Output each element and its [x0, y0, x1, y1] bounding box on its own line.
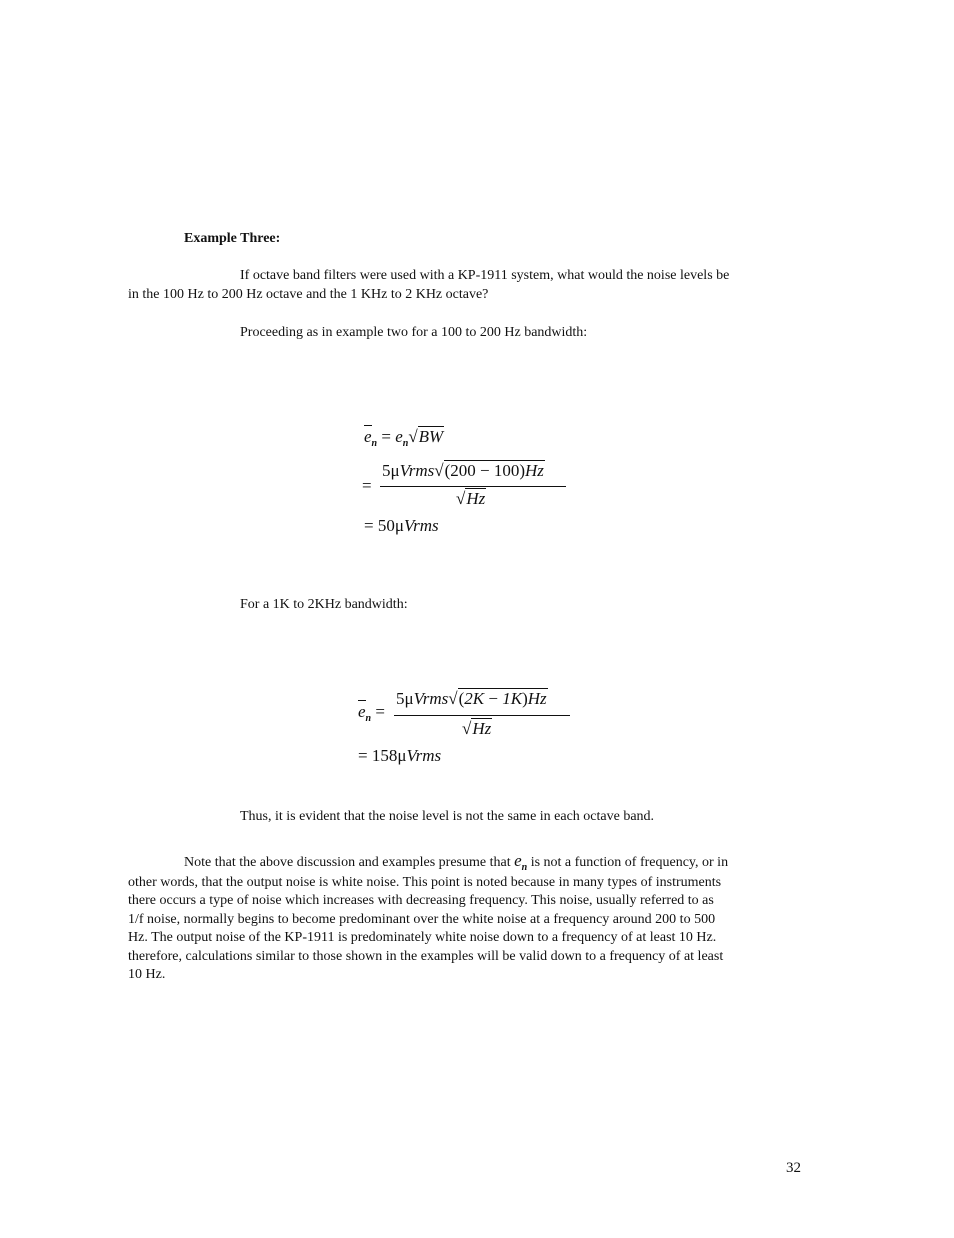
paragraph-bandwidth: For a 1K to 2KHz bandwidth: — [240, 597, 408, 612]
math-radicand — [444, 460, 545, 481]
math-subscript: n — [521, 862, 528, 873]
fraction-numerator — [396, 688, 548, 709]
text-line: in the 100 Hz to 200 Hz octave and the 1 KHz to 2 KHz octave? — [128, 286, 489, 302]
math-coefficient: 5μ — [396, 689, 414, 708]
math-term: − — [484, 689, 503, 708]
math-coefficient: = 50μ — [364, 516, 404, 535]
math-radicand: BW — [418, 427, 444, 446]
math-term: ) — [522, 689, 528, 708]
equation-result — [358, 746, 441, 766]
fraction-bar — [394, 715, 570, 716]
equation-lhs — [358, 702, 385, 722]
fraction-denominator — [456, 488, 486, 509]
radical-icon: √ — [462, 719, 472, 738]
math-unit: Vrms — [406, 746, 442, 765]
text-line: 1/f noise, normally begins to become predominant over the white noise at a frequency around 200 to 500 — [128, 911, 716, 927]
text-line: therefore, calculations similar to those shown in the examples will be valid down to a frequency of at least — [128, 948, 724, 964]
math-subscript: n — [365, 713, 372, 724]
math-radicand: Hz — [466, 489, 486, 508]
text-span: Note that the above discussion and examples presume that — [184, 855, 511, 870]
math-term: 2K — [464, 689, 485, 708]
math-radicand — [458, 688, 548, 709]
radical-icon: √ — [408, 427, 418, 446]
text-line — [128, 852, 818, 874]
paragraph-note — [128, 852, 818, 985]
page-number: 32 — [786, 1160, 801, 1176]
math-term: ( — [458, 689, 465, 708]
math-equals: = — [362, 476, 372, 495]
math-radicand: Hz — [472, 719, 492, 738]
math-term: 1K — [502, 689, 523, 708]
math-var: e — [514, 851, 522, 870]
radical-icon: √ — [456, 489, 466, 508]
text-line: other words, that the output noise is white noise. This point is noted because in many types of instruments — [128, 874, 722, 890]
radical-icon: √ — [448, 689, 458, 708]
text-line: 10 Hz. — [128, 967, 166, 982]
math-term: (200 − 100) — [444, 461, 526, 480]
math-unit: Hz — [527, 689, 547, 708]
radical-icon: √ — [434, 461, 444, 480]
text-line: Hz. The output noise of the KP-1911 is predominately white noise down to a frequency of at least 10 Hz. — [128, 930, 717, 945]
math-unit: Vrms — [399, 461, 435, 480]
fraction-bar — [380, 486, 566, 487]
equation-result — [364, 516, 439, 536]
math-subscript: n — [371, 438, 378, 449]
math-equals: = — [375, 702, 385, 721]
section-heading: Example Three: — [184, 231, 281, 246]
text-span: is not a function of frequency, or in — [530, 855, 729, 870]
equation-block-2 — [356, 684, 586, 774]
math-unit: Vrms — [413, 689, 449, 708]
math-coefficient: = 158μ — [358, 746, 407, 765]
math-var: e — [395, 427, 403, 446]
math-unit: Vrms — [403, 516, 439, 535]
equation-block-1 — [362, 420, 582, 545]
text-line: If octave band filters were used with a KP-1911 system, what would the noise levels be — [240, 268, 730, 283]
math-coefficient: 5μ — [382, 461, 400, 480]
fraction-numerator — [382, 460, 545, 481]
math-equals: = — [381, 427, 391, 446]
math-unit: Hz — [525, 461, 544, 480]
equation-line — [364, 426, 444, 447]
paragraph-question — [128, 267, 808, 304]
math-subscript: n — [402, 438, 409, 449]
text-line: there occurs a type of noise which increases with decreasing frequency. This noise, usually referred to as — [128, 893, 714, 908]
fraction-denominator — [462, 718, 492, 739]
math-var: e — [358, 702, 366, 721]
paragraph-conclusion: Thus, it is evident that the noise level is not the same in each octave band. — [240, 809, 655, 824]
math-var: e — [364, 427, 372, 446]
paragraph-proceeding: Proceeding as in example two for a 100 to 200 Hz bandwidth: — [240, 325, 588, 340]
